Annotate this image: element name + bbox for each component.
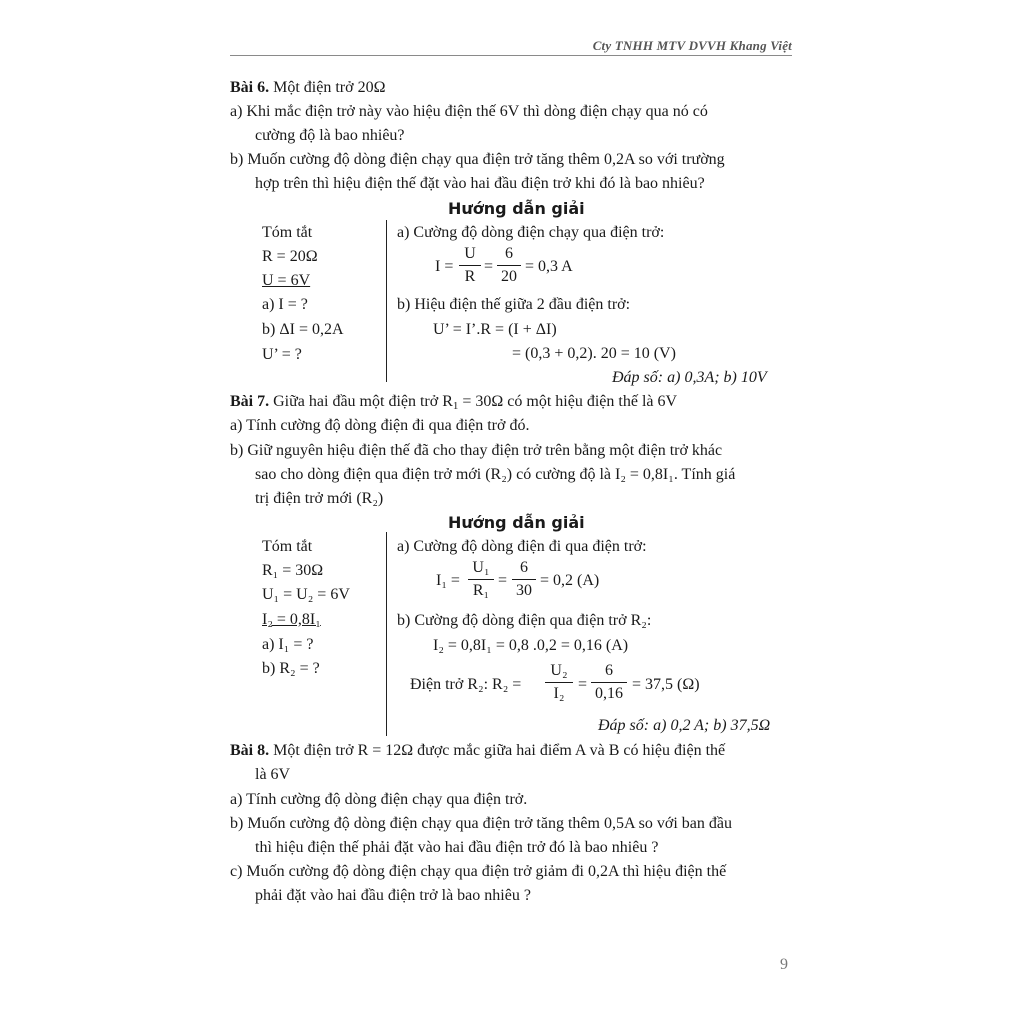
exercise-8-part-a: a) Tính cường độ dòng điện chạy qua điện trở. <box>230 791 528 808</box>
exercise-6-given-delta-i: b) ΔI = 0,2A <box>262 321 344 338</box>
exercise-7-find-i1: a) I₁ = ? <box>262 636 314 653</box>
exercise-7-solution-a: a) Cường độ dòng điện đi qua điện trở: <box>397 538 647 555</box>
fraction-u-over-r <box>459 245 481 286</box>
fraction-numerator: U <box>464 245 476 262</box>
exercise-8-label: Bài 8. <box>230 742 270 759</box>
fraction-bar <box>459 265 481 266</box>
exercise-6-statement: Một điện trở 20Ω <box>269 79 386 96</box>
exercise-6-solution-b: b) Hiệu điện thế giữa 2 đầu điện trở: <box>397 296 631 313</box>
exercise-8-part-b-line2: thì hiệu điện thế phải đặt vào hai đầu điện trở đó là bao nhiêu ? <box>255 839 659 856</box>
exercise-8-part-b-line1: b) Muốn cường độ dòng điện chạy qua điện trở tăng thêm 0,5A so với ban đầu <box>230 815 732 832</box>
fraction-u2-over-i2 <box>545 662 573 703</box>
exercise-6-label: Bài 6. <box>230 79 270 96</box>
exercise-7-eq1-result: = 0,2 (A) <box>540 572 600 589</box>
fraction-numerator: U₂ <box>550 662 568 679</box>
fraction-6-over-30 <box>512 559 536 600</box>
fraction-numerator: 6 <box>505 245 513 262</box>
fraction-denominator: 20 <box>501 268 517 285</box>
exercise-7-given-r1: R₁ = 30Ω <box>262 562 324 579</box>
exercise-7-eq1-left: I₁ = <box>436 572 460 589</box>
exercise-7-eq3-result: = 37,5 (Ω) <box>632 676 700 693</box>
fraction-denominator: 0,16 <box>595 685 623 702</box>
exercise-6-given-r: R = 20Ω <box>262 248 318 265</box>
exercise-7-given-u: U₁ = U₂ = 6V <box>262 586 350 603</box>
exercise-8-title <box>230 741 725 761</box>
exercise-7-part-b-line1: b) Giữ nguyên hiệu điện thế đã cho thay điện trở trên bằng một điện trở khác <box>230 442 723 459</box>
exercise-7-answer: Đáp số: a) 0,2 A; b) 37,5Ω <box>598 717 771 734</box>
exercise-7-find-r2: b) R₂ = ? <box>262 660 320 677</box>
exercise-7-solution-heading: Hướng dẫn giải <box>448 513 585 532</box>
exercise-7-solution-b: b) Cường độ dòng điện qua điện trở R₂: <box>397 612 652 629</box>
exercise-6-answer: Đáp số: a) 0,3A; b) 10V <box>612 369 767 386</box>
exercise-6-eq1-equals: = <box>484 258 494 275</box>
fraction-denominator: 30 <box>516 582 532 599</box>
exercise-7-summary-divider <box>386 532 387 736</box>
page-number: 9 <box>780 956 788 973</box>
exercise-6-part-a-line2: cường độ là bao nhiêu? <box>255 127 405 144</box>
exercise-6-part-b-line1: b) Muốn cường độ dòng điện chạy qua điện trở tăng thêm 0,2A so với trường <box>230 151 725 168</box>
fraction-6-over-0-16 <box>591 662 627 703</box>
fraction-bar <box>545 682 573 683</box>
exercise-6-eq1-left: I = <box>435 258 454 275</box>
exercise-8-part-c-line1: c) Muốn cường độ dòng điện chạy qua điện trở giảm đi 0,2A thì hiệu điện thế <box>230 863 727 880</box>
fraction-bar <box>468 579 494 580</box>
exercise-6-find-u-prime: U’ = ? <box>262 346 302 363</box>
exercise-8-statement-line2: là 6V <box>255 766 291 783</box>
exercise-6-part-b-line2: hợp trên thì hiệu điện thế đặt vào hai đầu điện trở khi đó là bao nhiêu? <box>255 175 705 192</box>
exercise-6-eq3: = (0,3 + 0,2). 20 = 10 (V) <box>512 345 676 362</box>
exercise-7-eq3-equals: = <box>578 676 588 693</box>
exercise-8-statement: Một điện trở R = 12Ω được mắc giữa hai điểm A và B có hiệu điện thế <box>269 742 726 759</box>
exercise-6-title <box>230 78 385 98</box>
fraction-numerator: U₁ <box>472 559 490 576</box>
exercise-7-part-b-line3: trị điện trở mới (R₂) <box>255 490 384 507</box>
fraction-bar <box>591 682 627 683</box>
exercise-7-part-b-line2: sao cho dòng điện qua điện trở mới (R₂) có cường độ là I₂ = 0,8I₁. Tính giá <box>255 466 736 483</box>
fraction-numerator: 6 <box>605 662 613 679</box>
exercise-6-solution-heading: Hướng dẫn giải <box>448 199 585 218</box>
exercise-8-part-c-line2: phải đặt vào hai đầu điện trở là bao nhiêu ? <box>255 887 531 904</box>
fraction-denominator: R₁ <box>472 582 490 599</box>
header-divider <box>230 55 792 56</box>
exercise-7-eq2: I₂ = 0,8I₁ = 0,8 .0,2 = 0,16 (A) <box>433 637 629 654</box>
exercise-6-eq1-result: = 0,3 A <box>525 258 573 275</box>
exercise-7-eq1-equals: = <box>498 572 508 589</box>
exercise-7-title <box>230 392 677 412</box>
publisher-header: Cty TNHH MTV DVVH Khang Việt <box>592 38 792 53</box>
exercise-6-find-i: a) I = ? <box>262 296 308 313</box>
exercise-6-part-a-line1: a) Khi mắc điện trở này vào hiệu điện thế 6V thì dòng điện chạy qua nó có <box>230 103 708 120</box>
fraction-numerator: 6 <box>520 559 528 576</box>
exercise-7-statement-a: Giữa hai đầu một điện trở R <box>269 393 453 410</box>
exercise-6-solution-a: a) Cường độ dòng điện chạy qua điện trở: <box>397 224 665 241</box>
fraction-u1-over-r1 <box>468 559 494 600</box>
exercise-6-eq2: U’ = I’.R = (I + ΔI) <box>433 321 557 338</box>
exercise-6-given-u: U = 6V <box>262 272 311 289</box>
exercise-6-summary-divider <box>386 220 387 382</box>
exercise-7-part-a: a) Tính cường độ dòng điện đi qua điện trở đó. <box>230 417 530 434</box>
exercise-7-subscript: 1 <box>452 400 459 412</box>
exercise-7-summary-title: Tóm tắt <box>262 538 313 555</box>
exercise-7-eq3-left: Điện trở R₂: R₂ = <box>410 676 522 693</box>
fraction-bar <box>497 265 521 266</box>
exercise-7-given-i2: I₂ = 0,8I₁ <box>262 611 321 628</box>
fraction-6-over-20 <box>497 245 521 286</box>
fraction-denominator: R <box>464 268 476 285</box>
exercise-7-statement-b: = 30Ω có một hiệu điện thế là 6V <box>458 393 678 410</box>
fraction-denominator: I₂ <box>553 685 565 702</box>
fraction-bar <box>512 579 536 580</box>
exercise-7-label: Bài 7. <box>230 393 270 410</box>
exercise-6-summary-title: Tóm tắt <box>262 224 313 241</box>
